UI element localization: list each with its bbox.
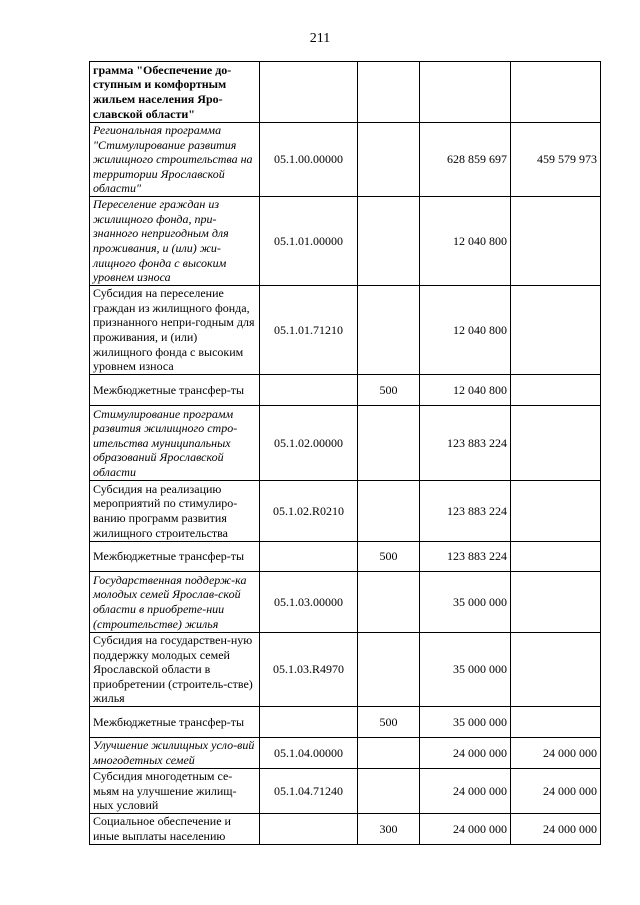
row-amount2-cell [511, 633, 601, 707]
row-name-cell: Межбюджетные трансфер-ты [90, 707, 260, 738]
row-type-cell [358, 633, 420, 707]
row-amount2-cell: 24 000 000 [511, 738, 601, 769]
table-row [90, 633, 601, 707]
row-amount1-cell: 12 040 800 [420, 375, 511, 406]
row-amount2-cell [511, 62, 601, 123]
row-code-cell: 05.1.02.00000 [260, 406, 358, 481]
row-type-cell [358, 738, 420, 769]
row-amount1-cell: 35 000 000 [420, 633, 511, 707]
row-name-cell: Межбюджетные трансфер-ты [90, 542, 260, 572]
row-name-cell: Субсидия многодетным се-мьям на улучшение жилищ-ных условий [90, 769, 260, 814]
row-amount2-cell: 24 000 000 [511, 769, 601, 814]
row-code-cell: 05.1.02.R0210 [260, 481, 358, 542]
row-amount2-cell: 459 579 973 [511, 123, 601, 197]
table-row [90, 123, 601, 197]
row-name-cell: Переселение граждан из жилищного фонда, при-знанного непригодным для проживания, и (или) жи-лищного фонда с высоким уровнем износа [90, 197, 260, 286]
row-type-cell [358, 197, 420, 286]
table-row [90, 62, 601, 123]
row-amount1-cell: 35 000 000 [420, 707, 511, 738]
row-code-cell [260, 814, 358, 845]
row-amount1-cell: 24 000 000 [420, 738, 511, 769]
row-code-cell: 05.1.04.00000 [260, 738, 358, 769]
table-row [90, 707, 601, 738]
row-name-cell: Субсидия на переселение граждан из жилищного фонда, признанного непри-годным для проживания, и (или) жилищного фонда с высоким уровнем износа [90, 286, 260, 375]
row-amount1-cell: 24 000 000 [420, 769, 511, 814]
row-code-cell: 05.1.00.00000 [260, 123, 358, 197]
row-amount2-cell [511, 481, 601, 542]
row-amount1-cell: 35 000 000 [420, 572, 511, 633]
row-name-cell: Улучшение жилищных усло-вий многодетных семей [90, 738, 260, 769]
row-amount2-cell [511, 286, 601, 375]
table-row [90, 375, 601, 406]
row-amount2-cell [511, 542, 601, 572]
row-amount1-cell: 123 883 224 [420, 542, 511, 572]
row-amount1-cell: 123 883 224 [420, 481, 511, 542]
row-type-cell [358, 572, 420, 633]
row-type-cell: 300 [358, 814, 420, 845]
row-code-cell: 05.1.01.00000 [260, 197, 358, 286]
row-name-cell: Стимулирование программ развития жилищного стро-ительства муниципальных образований Ярославской области [90, 406, 260, 481]
row-name-cell: Субсидия на реализацию мероприятий по стимулиро-ванию программ развития жилищного строительства [90, 481, 260, 542]
row-amount1-cell: 628 859 697 [420, 123, 511, 197]
row-name-cell: Государственная поддерж-ка молодых семей Ярослав-ской области в приобрете-нии (строительстве) жилья [90, 572, 260, 633]
row-type-cell: 500 [358, 542, 420, 572]
row-amount2-cell [511, 375, 601, 406]
table-row [90, 481, 601, 542]
row-code-cell: 05.1.03.R4970 [260, 633, 358, 707]
row-amount1-cell: 12 040 800 [420, 286, 511, 375]
row-type-cell: 500 [358, 707, 420, 738]
table-row [90, 769, 601, 814]
row-name-cell: Межбюджетные трансфер-ты [90, 375, 260, 406]
row-code-cell [260, 542, 358, 572]
table-row [90, 738, 601, 769]
row-code-cell: 05.1.01.71210 [260, 286, 358, 375]
row-amount2-cell [511, 707, 601, 738]
row-type-cell: 500 [358, 375, 420, 406]
row-code-cell: 05.1.03.00000 [260, 572, 358, 633]
row-amount1-cell: 24 000 000 [420, 814, 511, 845]
row-amount1-cell: 12 040 800 [420, 197, 511, 286]
page-number: 211 [309, 31, 331, 46]
row-code-cell [260, 62, 358, 123]
row-type-cell [358, 481, 420, 542]
table-row [90, 406, 601, 481]
table-row [90, 572, 601, 633]
row-type-cell [358, 406, 420, 481]
row-amount2-cell: 24 000 000 [511, 814, 601, 845]
row-amount1-cell [420, 62, 511, 123]
table-row [90, 286, 601, 375]
table-row [90, 197, 601, 286]
row-code-cell [260, 707, 358, 738]
row-name-cell: грамма "Обеспечение до-ступным и комфортным жильем населения Яро-славской области" [90, 62, 260, 123]
table-row [90, 814, 601, 845]
row-name-cell: Социальное обеспечение и иные выплаты населению [90, 814, 260, 845]
row-amount2-cell [511, 406, 601, 481]
budget-table-body [90, 62, 601, 845]
table-row [90, 542, 601, 572]
row-amount2-cell [511, 197, 601, 286]
row-name-cell: Региональная программа "Стимулирование развития жилищного строительства на территории Ярославской области" [90, 123, 260, 197]
budget-table [89, 61, 601, 845]
row-amount1-cell: 123 883 224 [420, 406, 511, 481]
row-name-cell: Субсидия на государствен-ную поддержку молодых семей Ярославской области в приобретении (строитель-стве) жилья [90, 633, 260, 707]
row-amount2-cell [511, 572, 601, 633]
row-type-cell [358, 769, 420, 814]
row-type-cell [358, 123, 420, 197]
row-type-cell [358, 286, 420, 375]
row-code-cell: 05.1.04.71240 [260, 769, 358, 814]
row-code-cell [260, 375, 358, 406]
row-type-cell [358, 62, 420, 123]
